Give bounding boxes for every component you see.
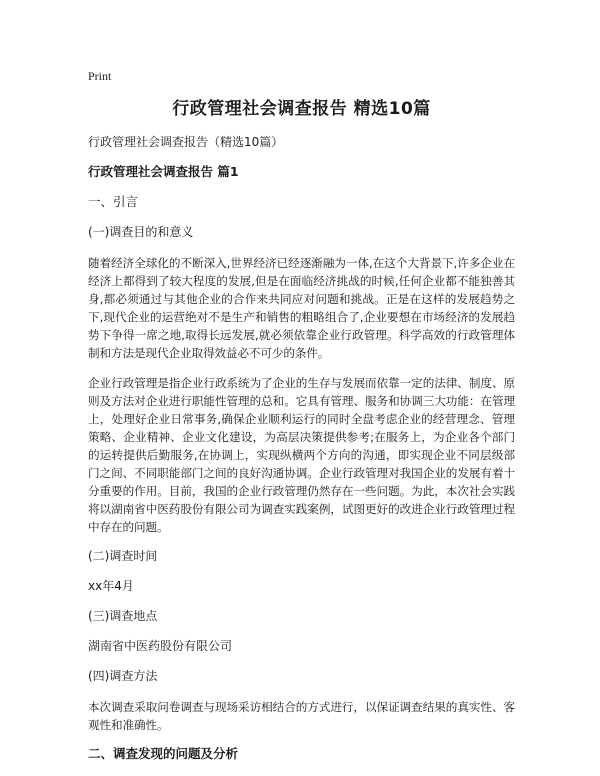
document-subtitle: 行政管理社会调查报告（精选10篇）: [88, 135, 284, 149]
print-label[interactable]: Print: [88, 69, 112, 83]
section-title: 行政管理社会调查报告 篇1: [88, 164, 239, 179]
survey-location: 湖南省中医药股份有限公司: [88, 639, 233, 653]
part1-heading: 一、引言: [88, 194, 139, 209]
document-title: 行政管理社会调查报告 精选10篇: [172, 99, 431, 119]
paragraph-2: 企业行政管理是指企业行政系统为了企业的生存与发展而依靠一定的法律、制度、原则及方法对企业进行职能性管理的总和。它具有管理、服务和协调三大功能：在管理上，处理好企业日常事务,确保企业顺利运行的同时全盘考虑企业的经营理念、管理策略、企业精神、企业文化建设，为高层决策提供参考;在服务上，为企业各个部门的运转提供后勤服务,在协调上，实现纵横两个方向的沟通，即实现企业不同层级部门之间、不同职能部门之间的良好沟通协调。企业行政管理对我国企业的发展有着十分重要的作用。目前，我国的企业行政管理仍然存在一些问题。为此，本次社会实践将以湖南省中医药股份有限公司为调查实践案例，试图更好的改进企业行政管理过程中存在的问题。: [88, 376, 515, 534]
paragraph-3: 本次调查采取问卷调查与现场采访相结合的方式进行，以保证调查结果的真实性、客观性和准确性。: [88, 700, 515, 732]
sub3-heading: (三)调查地点: [88, 609, 158, 623]
sub4-heading: (四)调查方法: [88, 669, 158, 683]
sub1-heading: (一)调查目的和意义: [88, 225, 194, 239]
paragraph-1: 随着经济全球化的不断深入,世界经济已经逐渐融为一体,在这个大背景下,许多企业在经济上都得到了较大程度的发展,但是在面临经济挑战的时候,任何企业都不能独善其身,都必须通过与其他企业的合作来共同应对问题和挑战。正是在这样的发展趋势之下,现代企业的运营绝对不是生产和销售的粗略组合了,企业要想在市场经济的发展趋势下争得一席之地,取得长远发展,就必须依靠企业行政管理。科学高效的行政管理体制和方法是现代企业取得效益必不可少的条件。: [88, 256, 515, 360]
survey-time: xx年4月: [88, 579, 134, 593]
part2-heading: 二、调查发现的问题及分析: [88, 746, 239, 761]
sub2-heading: (二)调查时间: [88, 549, 158, 563]
